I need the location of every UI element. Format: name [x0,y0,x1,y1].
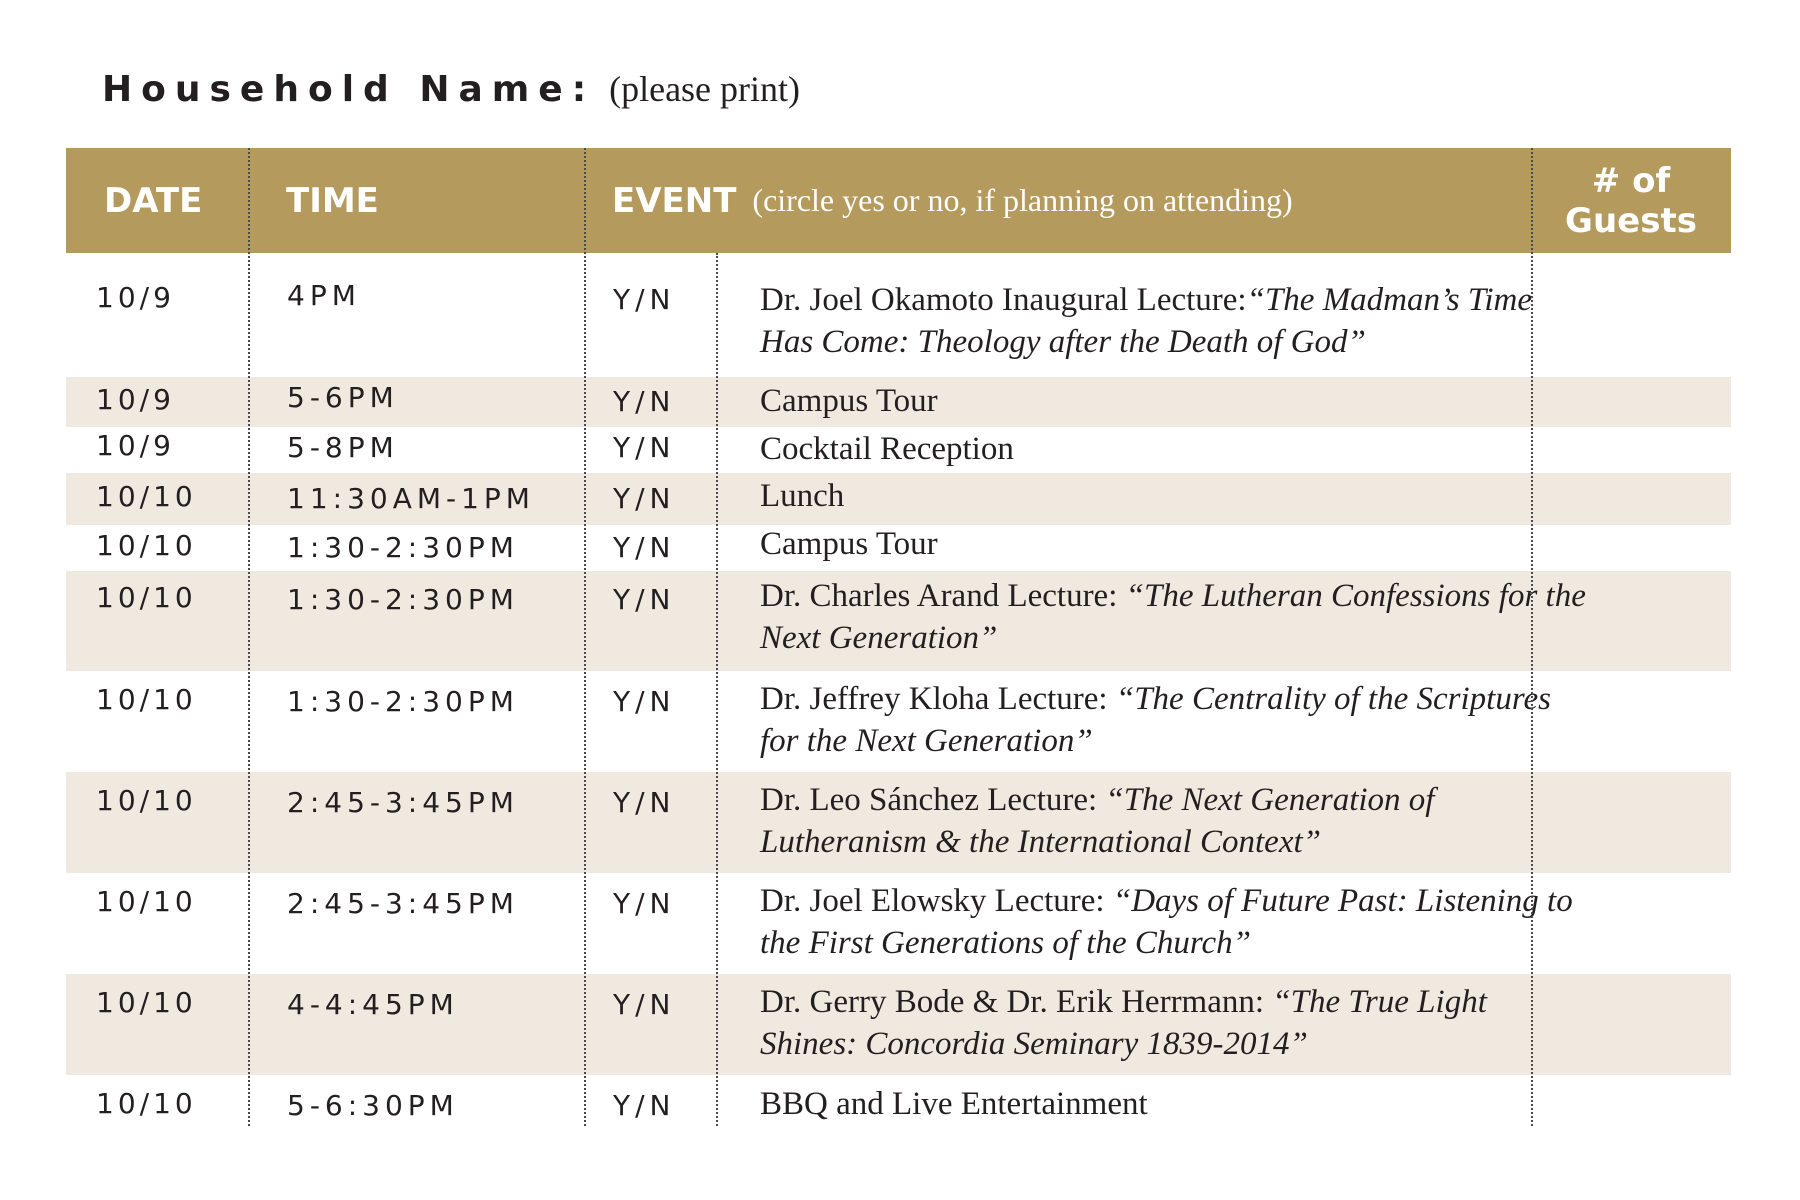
rsvp-table [66,148,1731,1135]
household-name-hint: (please print) [609,69,801,109]
column-divider [248,148,250,1126]
header-event-hint: (circle yes or no, if planning on attending) [752,182,1293,218]
row-time: 1:30-2:30PM [287,531,519,564]
row-date: 10/10 [96,683,197,716]
row-event [760,523,1590,565]
row-rsvp[interactable]: Y/N [613,887,676,920]
row-rsvp[interactable]: Y/N [613,482,676,515]
table-row [66,772,1731,873]
row-event-title: Campus Tour [760,383,938,419]
row-event [760,981,1590,1065]
row-event-subtitle: “The Madman’s Time Has Come: Theology after the Death of God” [760,282,1533,360]
row-time: 5-6PM [287,381,399,414]
row-date: 10/10 [96,885,197,918]
row-rsvp[interactable]: Y/N [613,431,676,464]
row-date: 10/10 [96,784,197,817]
row-event-title: Dr. Joel Okamoto Inaugural Lecture: [760,282,1247,318]
row-time: 1:30-2:30PM [287,583,519,616]
header-event-label: EVENT [612,180,737,221]
row-event [760,1083,1590,1125]
row-date: 10/10 [96,581,197,614]
row-event-title: BBQ and Live Entertainment [760,1086,1148,1122]
row-event-subtitle: “The Lutheran Confessions for the Next Generation” [760,578,1586,656]
header-guests-line1: # of [1591,160,1671,201]
row-rsvp[interactable]: Y/N [613,685,676,718]
table-row [66,1075,1731,1135]
row-event [760,380,1590,422]
row-time: 2:45-3:45PM [287,887,519,920]
row-event-title: Dr. Jeffrey Kloha Lecture: [760,681,1108,717]
row-time: 4PM [287,279,361,312]
row-event [760,575,1590,659]
header-date: DATE [104,180,203,221]
row-event [760,678,1590,762]
row-event-title: Lunch [760,478,845,514]
row-date: 10/10 [96,1087,197,1120]
row-event [760,428,1590,470]
row-event-title: Campus Tour [760,526,938,562]
row-rsvp[interactable]: Y/N [613,583,676,616]
row-event-title: Cocktail Reception [760,431,1014,467]
table-row [66,253,1731,377]
header-time: TIME [286,180,379,221]
row-date: 10/9 [96,281,175,314]
row-time: 11:30AM-1PM [287,482,535,515]
row-rsvp[interactable]: Y/N [613,1089,676,1122]
household-name-label: Household Name: [102,69,596,110]
row-event [760,475,1590,517]
row-time: 1:30-2:30PM [287,685,519,718]
table-header [66,148,1731,253]
row-rsvp[interactable]: Y/N [613,988,676,1021]
row-event-title: Dr. Charles Arand Lecture: [760,578,1118,614]
header-guests [1531,148,1731,253]
header-guests-line2: Guests [1565,200,1697,241]
row-rsvp[interactable]: Y/N [613,786,676,819]
table-row [66,473,1731,525]
row-event-title: Dr. Joel Elowsky Lecture: [760,883,1105,919]
column-divider [584,148,586,1126]
household-name-line [102,68,800,110]
row-event-subtitle: “The True Light Shines: Concordia Seminary 1839-2014” [760,984,1487,1062]
column-divider [716,253,718,1126]
row-date: 10/10 [96,529,197,562]
row-rsvp[interactable]: Y/N [613,283,676,316]
row-event-subtitle: “Days of Future Past: Listening to the First Generations of the Church” [760,883,1573,961]
table-row [66,974,1731,1075]
row-event [760,880,1590,964]
row-date: 10/9 [96,383,175,416]
row-event-title: Dr. Leo Sánchez Lecture: [760,782,1098,818]
row-time: 4-4:45PM [287,988,459,1021]
row-rsvp[interactable]: Y/N [613,385,676,418]
row-event-subtitle: “The Centrality of the Scriptures for the Next Generation” [760,681,1551,759]
row-date: 10/10 [96,986,197,1019]
table-row [66,571,1731,671]
table-row [66,671,1731,772]
row-rsvp[interactable]: Y/N [613,531,676,564]
table-row [66,377,1731,427]
row-event [760,279,1590,363]
table-row [66,427,1731,473]
table-row [66,873,1731,974]
row-time: 5-8PM [287,431,399,464]
row-event [760,779,1590,863]
row-date: 10/9 [96,429,175,462]
column-divider [1531,148,1533,1126]
row-time: 2:45-3:45PM [287,786,519,819]
header-event [612,148,1293,253]
row-date: 10/10 [96,480,197,513]
row-time: 5-6:30PM [287,1089,459,1122]
row-event-title: Dr. Gerry Bode & Dr. Erik Herrmann: [760,984,1265,1020]
table-row [66,525,1731,571]
row-event-subtitle: “The Next Generation of Lutheranism & the International Context” [760,782,1435,860]
